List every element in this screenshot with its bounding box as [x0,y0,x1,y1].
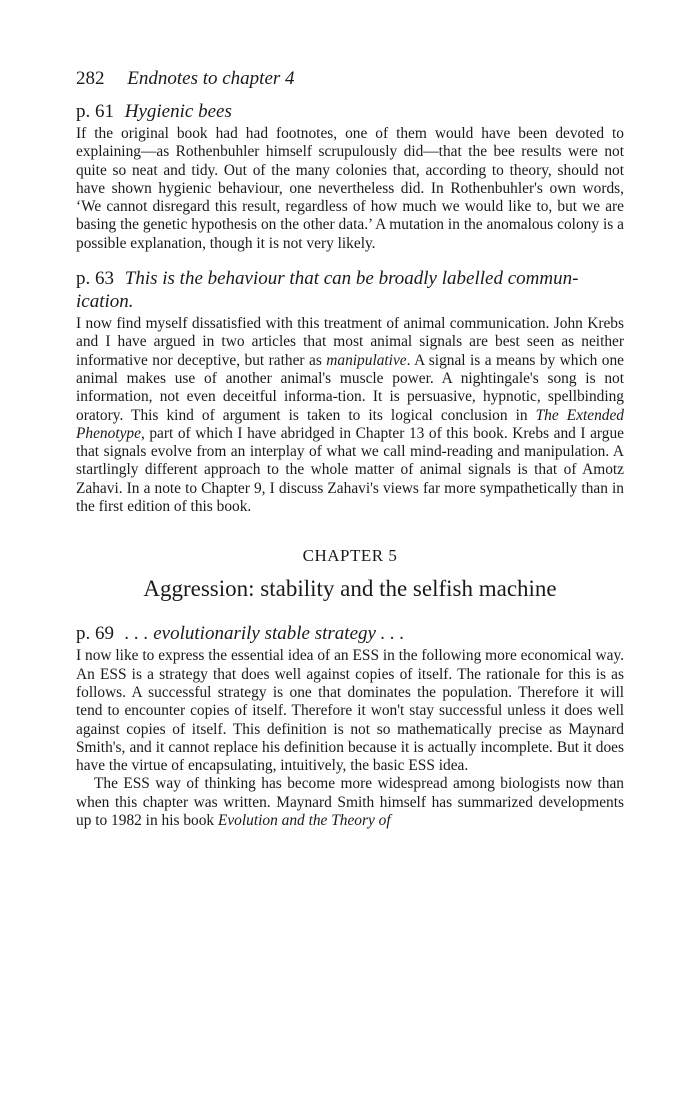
page-reference: p. 61 [76,101,114,122]
endnote-paragraph: If the original book had had footnotes, one of them would have been devoted to explaining—as Rothenbuhler himself scrupulously did—that the bee results were not quite so neat and tidy. Out of the many colonies that, according to theory, should not have shown hygienic behaviour, one nevertheless did. In Rothenbuhler's own words, ‘We cannot disregard this result, regardless of how much we would like to, but we are basing the genetic hypothesis on the other data.’ A mutation in the anomalous colony is a possible explanation, though it is not very likely. [76,125,624,252]
text-run: , part of which I have abridged in Chapter 13 of this book. Krebs and I argue that signals evolve from an interplay of what we call mind-reading and manipulation. A startlingly different approach to the whole matter of animal signals is that of Amotz Zahavi. In a note to Chapter 9, I discuss Zahavi's views far more sympathetically than in the first edition of this book. [76,424,624,516]
endnote-hygienic-bees [76,100,624,253]
italic-term: manipulative [326,351,407,369]
running-head [76,68,624,94]
book-title-reference: Evolution and the Theory of [217,812,391,830]
endnote-animal-communication [76,267,624,516]
endnote-title: Hygienic bees [124,101,232,122]
endnote-heading [76,267,624,313]
endnote-title: . . . evolutionarily stable strategy . . . [124,623,405,645]
book-page [76,68,624,844]
endnote-heading [76,622,624,645]
book-title-reference: The Extended Phenotype [76,406,624,442]
endnote-title: This is the behaviour that can be broadly labelled commun-ication. [76,268,579,313]
running-head-title: Endnotes to chapter 4 [127,68,295,89]
endnote-paragraph [76,315,624,516]
chapter-label: CHAPTER 5 [302,546,398,566]
page-reference: p. 63 [76,268,114,290]
page-reference: p. 69 [76,623,114,645]
page-number: 282 [76,68,105,89]
endnote-ess [76,622,624,830]
endnote-paragraph [76,775,624,830]
text-run: . A signal is a means by which one animal makes use of another animal's muscle power. A nightingale's song is not information, not even deceitful informa-tion. It is persuasive, hypnotic, spellbinding oratory. This kind of argument is taken to its logical conclusion in [76,351,624,424]
text-run: The ESS way of thinking has become more widespread among biologists now than when this chapter was written. Maynard Smith himself has summarized developments up to 1982 in his book [76,775,624,830]
text-run: I now find myself dissatisfied with this treatment of animal communication. John Krebs and I have argued in two articles that most animal signals are best seen as neither informative nor deceptive, but rather as [76,315,624,369]
chapter-title: Aggression: stability and the selfish machine [143,576,557,602]
endnote-paragraph: I now like to express the essential idea of an ESS in the following more economical way. An ESS is a strategy that does well against copies of itself. The rationale for this is as follows. A successful strategy is one that dominates the population. Therefore it will tend to encounter copies of itself. Therefore it won't stay successful unless it does well against copies of itself. This definition is not so mathematically precise as Maynard Smith's, and it cannot replace his definition because it is actually incomplete. But it does have the virtue of encapsulating, intuitively, the basic ESS idea. [76,647,624,775]
endnote-heading [76,100,624,123]
